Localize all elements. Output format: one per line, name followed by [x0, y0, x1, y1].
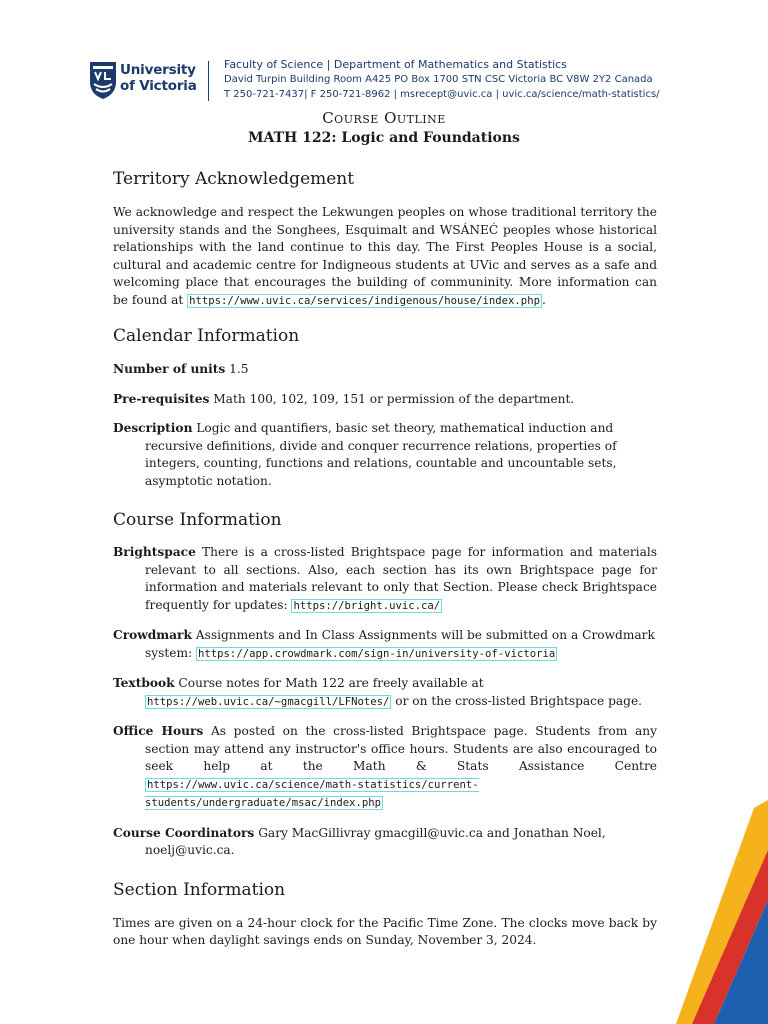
title-block: [0, 108, 768, 148]
territory-heading: Territory Acknowledgement: [113, 169, 355, 189]
calendar-heading: Calendar Information: [113, 326, 300, 346]
uvic-crest-icon: [88, 60, 118, 100]
description-item: [113, 420, 657, 490]
brightspace-link[interactable]: https://bright.uvic.ca/: [293, 599, 441, 612]
logo-wordmark: [120, 62, 197, 94]
textbook-link[interactable]: https://web.uvic.ca/~gmacgill/LFNotes/: [147, 695, 390, 708]
prereq-value: Math 100, 102, 109, 151 or permission of the department.: [213, 391, 575, 406]
course-outline-title: Course Outline: [322, 109, 446, 127]
units-label: Number of units: [113, 362, 226, 376]
textbook-end: or on the cross-listed Brightspace page.: [395, 693, 643, 708]
section-info-heading: Section Information: [113, 879, 286, 900]
logo-line-2: of Victoria: [120, 78, 197, 94]
crowdmark-text: Assignments and In Class Assignments will be submitted on a Crowdmark system:: [145, 628, 655, 660]
units-item: [113, 361, 657, 379]
header-contact: [224, 57, 660, 102]
header-faculty: Faculty of Science | Department of Mathematics and Statistics: [224, 58, 567, 71]
crowdmark-label: Crowdmark: [113, 628, 192, 642]
description-value: Logic and quantifiers, basic set theory, mathematical induction and recursive definitions, divide and conquer recurrence relations, properties of integers, counting, functions and relations, countable and uncountable sets, asymptotic notation.: [145, 421, 617, 488]
header-address: David Turpin Building Room A425 PO Box 1700 STN CSC Victoria BC V8W 2Y2 Canada: [224, 74, 653, 85]
coordinators-item: [113, 825, 657, 860]
indigenous-house-link[interactable]: https://www.uvic.ca/services/indigenous/house/index.php: [189, 294, 540, 307]
course-info-heading: Course Information: [113, 510, 282, 530]
decorative-stripes: [670, 800, 768, 1024]
units-value: 1.5: [229, 362, 249, 376]
prereq-label: Pre-requisites: [113, 391, 210, 406]
header-phone-email: T 250-721-7437| F 250-721-8962 | msrecept@uvic.ca | uvic.ca/science/math-statistics/: [224, 89, 660, 100]
brightspace-item: [113, 544, 657, 615]
document-body: [113, 168, 657, 950]
territory-paragraph: [113, 204, 657, 310]
header-divider: [208, 61, 209, 101]
office-hours-item: [113, 723, 657, 813]
crowdmark-item: [113, 627, 657, 663]
territory-end: .: [541, 292, 546, 307]
course-title: MATH 122: Logic and Foundations: [248, 130, 520, 146]
textbook-label: Textbook: [113, 676, 175, 690]
textbook-item: [113, 675, 657, 711]
brightspace-label: Brightspace: [113, 545, 196, 559]
office-hours-label: Office Hours: [113, 724, 204, 738]
crowdmark-link[interactable]: https://app.crowdmark.com/sign-in/university-of-victoria: [198, 647, 556, 660]
brightspace-text: There is a cross-listed Brightspace page for information and materials relevant to all sections. Also, each section has its own Brightspace page for information and materials relevant to only that Section. Please check Brightspace frequently for updates:: [145, 545, 658, 612]
msac-link[interactable]: https://www.uvic.ca/science/math-statistics/current-students/undergraduate/msac/index.php: [145, 778, 479, 809]
letterhead: [88, 56, 748, 106]
prereq-item: [113, 391, 657, 409]
coordinators-value: Gary MacGillivray gmacgill@uvic.ca and Jonathan Noel, noelj@uvic.ca.: [145, 825, 606, 857]
section-info-text: Times are given on a 24-hour clock for the Pacific Time Zone. The clocks move back by one hour when daylight savings ends on Sunday, November 3, 2024.: [113, 915, 657, 947]
territory-text: We acknowledge and respect the Lekwungen peoples on whose traditional territory the university stands and the Songhees, Esquimalt and WSÁNEĆ peoples whose historical relationships with the land continue to this day. The First Peoples House is a social, cultural and academic centre for Indigneous students at UVic and serves as a safe and welcoming place that encourages the building of communinity. More information can be found at: [113, 205, 657, 307]
textbook-text: Course notes for Math 122 are freely available at: [178, 676, 484, 690]
description-label: Description: [113, 421, 193, 435]
logo-line-1: University: [120, 62, 196, 78]
uvic-logo: [88, 60, 198, 104]
office-hours-text: As posted on the cross-listed Brightspace page. Students from any section may attend any instructor's office hours. Students are also encouraged to seek help at the Math & Stats Assistance Centre: [145, 724, 658, 773]
coordinators-label: Course Coordinators: [113, 825, 255, 840]
